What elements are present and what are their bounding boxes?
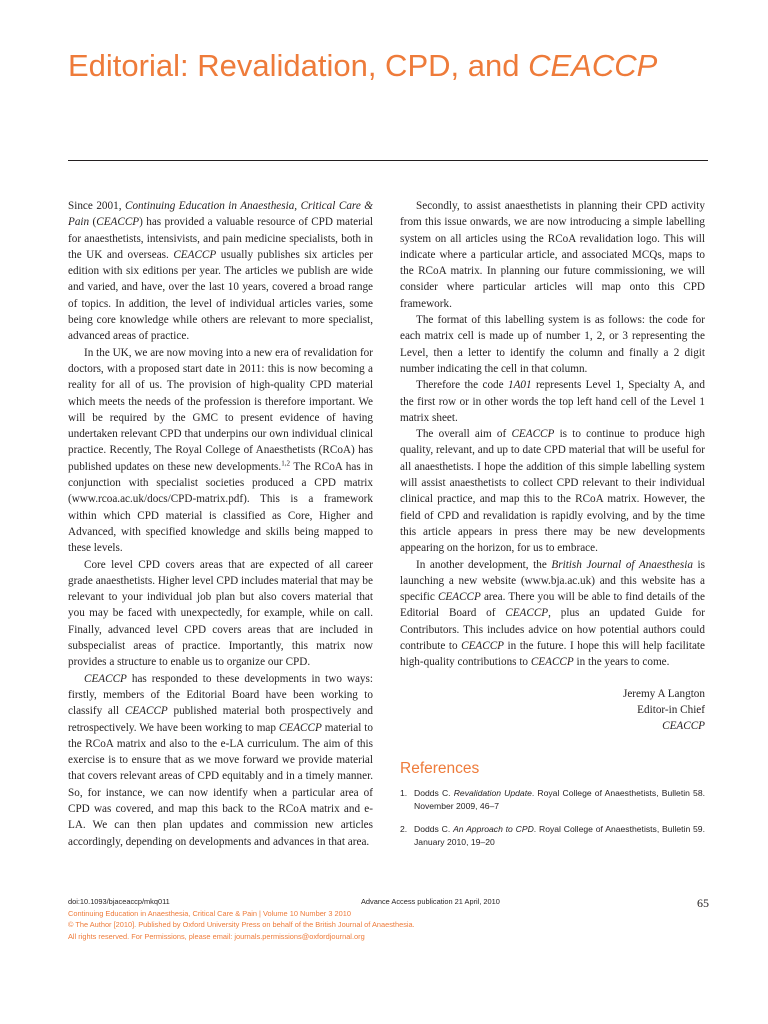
italic-text: CEACCP xyxy=(511,428,555,441)
text-run: The format of this labelling system is as follows: the code for each matrix cell is made up of number 1, 2, or 3 representing the Level, then a letter to identify the column and finally a 2 digit number indicating the cell in that column. xyxy=(400,314,705,375)
text-run: material to the RCoA matrix and also to the e-LA curriculum. The aim of this exercise is to ensure that as we move forward we provide material that covers relevant areas of CPD equitably and in a timely manner. So, for instance, we can now identify when a particular area of CPD was covered, and map this back to the RCoA matrix and e-LA. We can then plan updates and commission new articles accordingly, depending on developments and advances in that area. xyxy=(68,721,373,848)
text-run: has responded to these developments in two ways: firstly, members of the Editorial Board have been working to classify all xyxy=(68,672,373,718)
references-list xyxy=(400,787,705,850)
paragraph xyxy=(68,345,373,557)
title-rule xyxy=(68,160,708,161)
signature-block xyxy=(400,686,705,735)
title-journal: CEACCP xyxy=(528,48,658,83)
text-run: In the UK, we are now moving into a new era of revalidation for doctors, with a proposed start date in 2011: this is now becoming a reality for all of us. The provision of high-quality CPD material which meets the needs of the profession is therefore important. We will be required by the GMC to present evidence of having undertaken relevant CPD that underpins our own individual clinical practice. Recently, The Royal College of Anaesthetists (RCoA) has published updates on these new developments. xyxy=(68,346,373,473)
footer-rights: All rights reserved. For Permissions, please email: journals.permissions@oxfordjournal.org xyxy=(68,931,365,941)
paragraph xyxy=(400,312,705,377)
reference-title: Revalidation Update xyxy=(453,787,532,798)
italic-text: CEACCP xyxy=(530,656,574,669)
italic-text: CEACCP xyxy=(505,607,549,620)
author-journal: CEACCP xyxy=(662,720,705,733)
italic-text: CEACCP xyxy=(96,216,140,229)
text-run: published material both prospectively and retrospectively. We have been working to map xyxy=(68,705,374,734)
text-run: ) has provided a valuable resource of CPD material for anaesthetists, intensivists, and pain medicine specialists, both in the UK and overseas. xyxy=(68,216,373,261)
italic-text: CEACCP xyxy=(84,672,127,685)
page-footer xyxy=(68,896,708,942)
text-run: Core level CPD covers areas that are expected of all career grade anaesthetists. Higher level CPD includes material that may be relevant to your individual job plan but also covers material that you may be faced with unexpectedly, for example, while on call. Finally, advanced level CPD covers areas that are included in subspecialist areas of practice. Importantly, this matrix now provides a structure to enable us to organize our CPD. xyxy=(68,558,373,669)
reference-source: . Royal College of Anaesthetists, Bulletin 58. November 2009, 46–7 xyxy=(414,787,705,812)
italic-text: CEACCP xyxy=(173,248,217,261)
text-run: area. There you will be able to find details of the Editorial Board of xyxy=(400,591,705,620)
right-column xyxy=(400,198,705,859)
paragraph xyxy=(68,557,373,671)
text-run: ( xyxy=(89,216,97,229)
italic-text: 1A01 xyxy=(507,379,532,392)
italic-text: Continuing Education in Anaesthesia, Critical Care & Pain xyxy=(68,200,373,229)
paragraph xyxy=(68,671,373,850)
citation-superscript: 1,2 xyxy=(281,459,290,468)
paragraph xyxy=(400,198,705,312)
title-text: Editorial: Revalidation, CPD, and xyxy=(68,48,529,83)
footer-copyright: © The Author [2010]. Published by Oxford University Press on behalf of the British Journal of Anaesthesia. xyxy=(68,920,415,929)
text-run: in the years to come. xyxy=(573,656,670,669)
paragraph xyxy=(68,198,373,345)
text-run: in the future. I hope this will help facilitate high-quality contributions to xyxy=(400,640,706,669)
text-run: represents Level 1, Specialty A, and the first row or in other words the top left hand cell of the Level 1 matrix sheet. xyxy=(400,379,705,424)
italic-text: CEACCP xyxy=(124,705,168,718)
italic-text: CEACCP xyxy=(437,591,481,604)
references-heading: References xyxy=(400,759,480,777)
text-run: The RCoA has in conjunction with specialist societies produced a CPD matrix (www.rcoa.ac.uk/docs/CPD-matrix.pdf). This is a framework within which CPD material is classified as Core, Higher and Advanced, with specified knowledge and skills being mapped to these levels. xyxy=(68,460,373,555)
reference-authors: Dodds C. xyxy=(414,787,454,798)
footer-advance-access: Advance Access publication 21 April, 2010 xyxy=(361,897,500,906)
article-title xyxy=(68,48,657,84)
reference-source: . Royal College of Anaesthetists, Bulletin 59. January 2010, 19–20 xyxy=(414,823,705,848)
reference-item xyxy=(400,823,705,850)
paragraph xyxy=(400,377,705,426)
footer-doi: doi:10.1093/bjaceaccp/mkq011 xyxy=(68,897,170,906)
text-run: In another development, the xyxy=(416,558,552,571)
text-run: is to continue to produce high quality, relevant, and up to date CPD material that will be useful for all anaesthetists. I hope the addition of this simple labelling system will assist anaesthetists to collect CPD relevant to their individual clinical practice, and map this to the RCoA matrix. However, the field of CPD and revalidation is rapidly evolving, and by the time this article appears in press there may be new developments appearing on the horizon, for us to embrace. xyxy=(400,428,705,555)
paragraph xyxy=(400,426,705,556)
page-number: 65 xyxy=(697,896,709,910)
reference-title: An Approach to CPD xyxy=(453,823,534,834)
reference-item xyxy=(400,787,705,814)
left-column xyxy=(68,198,373,850)
footer-journal-line: Continuing Education in Anaesthesia, Critical Care & Pain | Volume 10 Number 3 2010 xyxy=(68,908,351,918)
author-name: Jeremy A Langton xyxy=(622,687,705,700)
text-run: is launching a new website (www.bja.ac.uk) and this website has a specific xyxy=(400,558,705,604)
text-run: , plus an updated Guide for Contributors. This includes advice on how potential authors could contribute to xyxy=(400,607,705,653)
reference-number: 2. xyxy=(400,823,408,834)
italic-text: CEACCP xyxy=(278,721,322,734)
reference-number: 1. xyxy=(400,787,408,798)
text-run: Therefore the code xyxy=(416,379,508,392)
text-run: The overall aim of xyxy=(416,428,512,441)
text-run: Since 2001, xyxy=(68,200,125,212)
paragraph xyxy=(400,557,705,671)
italic-text: CEACCP xyxy=(461,640,504,653)
author-role: Editor-in Chief xyxy=(637,703,705,716)
italic-text: British Journal of Anaesthesia xyxy=(551,558,693,571)
reference-authors: Dodds C. xyxy=(414,823,454,834)
text-run: Secondly, to assist anaesthetists in planning their CPD activity from this issue onwards, we are now introducing a simple labelling system on all articles using the RCoA revalidation logo. This will indicate where a particular article, and associated MCQs, maps to the RCoA matrix. In planning our future commissioning, we will consider where particular articles will map onto this CPD framework. xyxy=(400,200,705,310)
text-run: usually publishes six articles per edition with six editions per year. The articles we publish are wide and varied, and have, over the last 10 years, covered a broad range of topics. In addition, the level of individual articles varies, some being core knowledge while others are relevant to more specialist, advanced areas of practice. xyxy=(68,248,373,343)
